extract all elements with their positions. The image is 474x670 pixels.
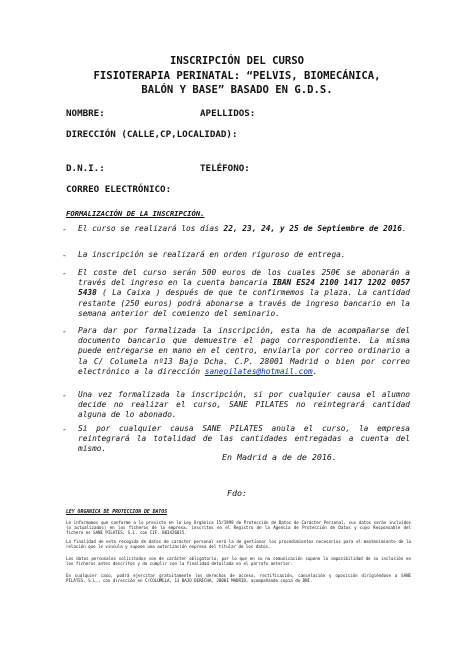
data-protection-paragraph-4: En cualquier caso, podrá ejercitar gratuitamente los derechos de acceso, rectificación, cancelación y oposición dirigiéndose a SANE PILATES, S.L., con dirección en C/COLUMELA, 13 BAJO DERECHA, 28001 MADRID, acompañando copia de DNI. bbox=[66, 573, 411, 584]
list-bullet-dash: - bbox=[62, 268, 67, 278]
email-link[interactable]: sanepilates@hotmail.com bbox=[204, 366, 313, 376]
list-bullet-dash: - bbox=[62, 390, 67, 400]
course-dates: 22, 23, 24, y 25 de Septiembre de 2016 bbox=[223, 224, 402, 233]
list-item bbox=[62, 224, 410, 234]
apellidos-field-label: APELLIDOS: bbox=[200, 108, 256, 119]
data-protection-paragraph-3: Los datos personales solicitados son de carácter obligatorio, por lo que en su no comunicación supone la imposibilidad de su inclusión en los ficheros antes descritos y de cumplir con la finalidad detallada en el párrafo anterior. bbox=[66, 556, 411, 567]
document-title-line-1: INSCRIPCIÓN DEL CURSO bbox=[170, 55, 304, 67]
direccion-field-label: DIRECCIÓN (CALLE,CP,LOCALIDAD): bbox=[66, 129, 238, 140]
list-bullet-dash: - bbox=[62, 250, 67, 260]
list-item bbox=[62, 268, 410, 319]
signature-label: Fdo: bbox=[227, 488, 247, 498]
refund-text: Si por cualquier causa SANE PILATES anula el curso, la empresa reintegrará la totalidad de las cantidades entregadas a cuenta del mismo. bbox=[78, 424, 410, 454]
formalizacion-heading: FORMALIZACIÓN DE LA INSCRIPCIÓN. bbox=[66, 209, 205, 218]
correo-field-label: CORREO ELECTRÓNICO: bbox=[66, 184, 172, 195]
order-text: La inscripción se realizará en orden riguroso de entrega. bbox=[78, 250, 346, 259]
bank-iban: IBAN ES24 2100 1417 1202 0057 5438 bbox=[78, 278, 410, 298]
telefono-field-label: TELÉFONO: bbox=[200, 163, 250, 174]
data-protection-paragraph-1: Le informamos que conforme a lo previsto en la Ley Orgánica 15/1999 de Protección de Datos de Carácter Personal, sus datos serán incluidos (o actualizados) en los ficheros de la empresa, inscritos en el Registro de la Agencia de Protección de Datos y cuyo Responsable del fichero es SANE PILATES, S.L. con CIF. B83426015. bbox=[66, 520, 411, 536]
list-bullet-dash: - bbox=[62, 424, 67, 434]
document-title-line-2: FISIOTERAPIA PERINATAL: “PELVIS, BIOMECÁNICA, bbox=[93, 70, 381, 82]
list-item bbox=[62, 390, 410, 421]
list-bullet-dash: - bbox=[62, 224, 67, 234]
dni-field-label: D.N.I.: bbox=[66, 163, 105, 174]
nombre-field-label: NOMBRE: bbox=[66, 108, 105, 119]
course-cost-text: El coste del curso serán 500 euros de los cuales 250€ se abonarán a través del ingreso en la cuenta bancaria IBAN ES24 2100 1417 1202 0057 5438 ( La Caixa ) después de que te confirmemos la plaza. La cantidad restante (250 euros) podrá abonarse a través de ingreso bancario en la semana anterior del comienzo del seminario. bbox=[78, 268, 410, 318]
cancellation-text: Una vez formalizada la inscripción, si por cualquier causa el alumno decide no realizar el curso, SANE PILATES no reintegrará cantidad alguna de lo abonado. bbox=[78, 390, 410, 420]
course-dates-text: El curso se realizará los días 22, 23, 24, y 25 de Septiembre de 2016. bbox=[78, 224, 407, 233]
list-item bbox=[62, 424, 410, 455]
submission-text: Para dar por formalizada la inscripción, esta ha de acompañarse del documento bancario que demuestre el pago correspondiente. La misma puede entregarse en mano en el centro, enviarla por correo ordinario a la C/ Columela nº13 Bajo Dcha. C.P. 28001 Madrid o bien por correo electrónico a la dirección sanepilates@hotmail.com. bbox=[78, 326, 410, 376]
data-protection-paragraph-2: La finalidad de esta recogida de datos de carácter personal será la de gestionar los procedimientos necesarios para el mantenimiento de la relación que le vincula y supone una autorización expresa del titular de los datos. bbox=[66, 539, 411, 550]
place-date-line: En Madrid a de de 2016. bbox=[222, 452, 337, 462]
data-protection-heading: LEY ORGANICA DE PROTECCION DE DATOS bbox=[66, 510, 168, 515]
list-item bbox=[62, 250, 410, 260]
list-bullet-dash: - bbox=[62, 326, 67, 336]
list-item bbox=[62, 326, 410, 377]
document-title-line-3: BALÓN Y BASE” BASADO EN G.D.S. bbox=[141, 84, 333, 96]
